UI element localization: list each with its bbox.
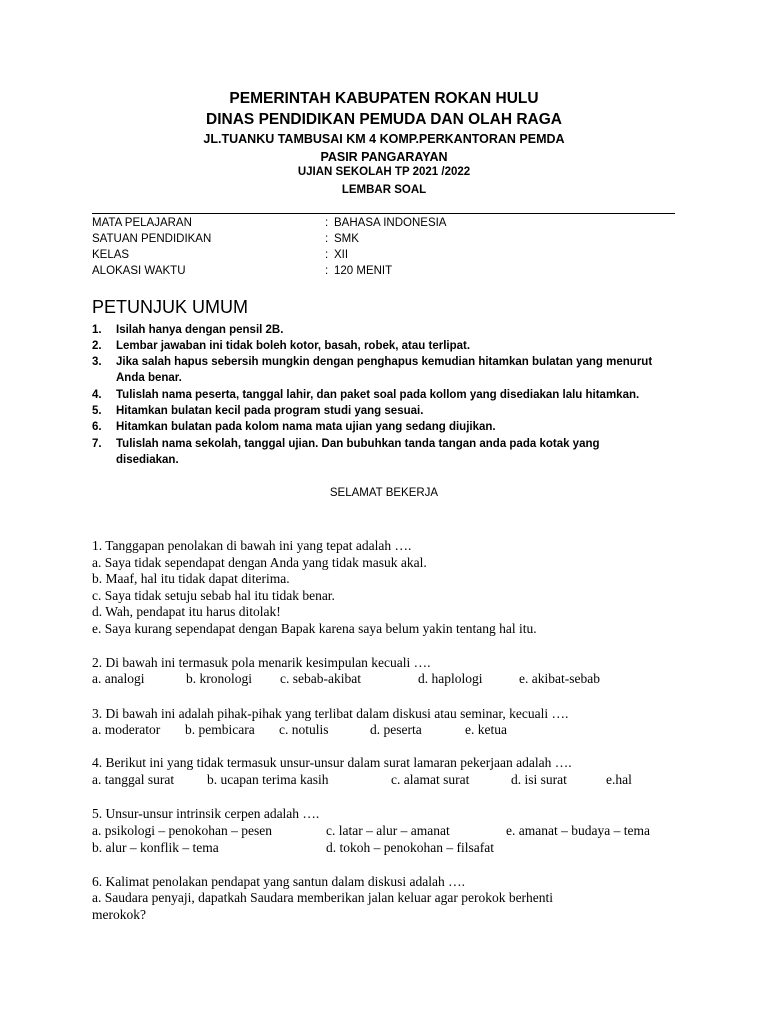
question-6-option-a: a. Saudara penyaji, dapatkah Saudara memberikan jalan keluar agar perokok berhenti (92, 890, 554, 905)
info-label: MATA PELAJARAN (92, 217, 192, 229)
question-3-option-c: c. notulis (279, 722, 329, 737)
instruction-text: Tulislah nama sekolah, tanggal ujian. Dan bubuhkan tanda tangan anda pada kotak yang disediakan. (116, 438, 600, 466)
question-5-stem: 5. Unsur-unsur intrinsik cerpen adalah …. (92, 806, 320, 821)
instruction-number: 1. (92, 324, 102, 336)
question-3-option-e: e. ketua (465, 722, 507, 737)
closing-greeting: SELAMAT BEKERJA (329, 487, 439, 499)
instruction-text: Tulislah nama peserta, tanggal lahir, dan paket soal pada kollom yang disediakan lalu hitamkan. (116, 389, 640, 401)
instruction-text: Isilah hanya dengan pensil 2B. (116, 324, 284, 336)
question-1-option-a: a. Saya tidak sependapat dengan Anda yang tidak masuk akal. (92, 555, 427, 570)
header-government: PEMERINTAH KABUPATEN ROKAN HULU (229, 90, 539, 107)
info-value: XII (334, 249, 349, 261)
question-4-option-d: d. isi surat (511, 772, 567, 787)
instruction-item (92, 354, 677, 386)
instructions-title: PETUNJUK UMUM (92, 297, 248, 317)
info-separator: : (325, 265, 329, 277)
question-5-option-d: d. tokoh – penokohan – filsafat (326, 840, 494, 855)
question-2-stem: 2. Di bawah ini termasuk pola menarik kesimpulan kecuali …. (92, 655, 431, 670)
question-6-stem: 6. Kalimat penolakan pendapat yang santun dalam diskusi adalah …. (92, 874, 466, 889)
header-divider (92, 213, 675, 214)
question-3-option-b: b. pembicara (185, 722, 255, 737)
header-city: PASIR PANGARAYAN (320, 150, 448, 164)
instruction-text: Hitamkan bulatan kecil pada program studi yang sesuai. (116, 405, 424, 417)
instruction-number: 2. (92, 340, 102, 352)
header-exam: UJIAN SEKOLAH TP 2021 /2022 (297, 166, 471, 178)
question-3-stem: 3. Di bawah ini adalah pihak-pihak yang terlibat dalam diskusi atau seminar, kecuali …. (92, 706, 569, 721)
header-address: JL.TUANKU TAMBUSAI KM 4 KOMP.PERKANTORAN PEMDA (203, 132, 565, 146)
instruction-item (92, 419, 677, 435)
instruction-item (92, 403, 677, 419)
question-5-option-b: b. alur – konflik – tema (92, 840, 219, 855)
question-5-option-e: e. amanat – budaya – tema (506, 823, 650, 838)
instruction-item (92, 436, 677, 468)
question-2-option-c: c. sebab-akibat (280, 671, 361, 686)
instruction-number: 7. (92, 438, 102, 450)
header-department: DINAS PENDIDIKAN PEMUDA DAN OLAH RAGA (206, 111, 562, 128)
question-2-option-a: a. analogi (92, 671, 145, 686)
instruction-number: 6. (92, 421, 102, 433)
info-value: BAHASA INDONESIA (334, 217, 447, 229)
question-1-option-c: c. Saya tidak setuju sebab hal itu tidak benar. (92, 588, 335, 603)
question-2-option-d: d. haplologi (418, 671, 483, 686)
question-4-option-b: b. ucapan terima kasih (207, 772, 329, 787)
question-4-option-e: e.hal (606, 772, 632, 787)
question-1-option-e: e. Saya kurang sependapat dengan Bapak karena saya belum yakin tentang hal itu. (92, 621, 537, 636)
instruction-item (92, 387, 677, 403)
question-3-option-a: a. moderator (92, 722, 161, 737)
info-label: SATUAN PENDIDIKAN (92, 233, 212, 245)
instruction-item (92, 338, 677, 354)
question-1-option-d: d. Wah, pendapat itu harus ditolak! (92, 604, 281, 619)
question-5-option-c: c. latar – alur – amanat (326, 823, 450, 838)
instruction-number: 4. (92, 389, 102, 401)
question-1-option-b: b. Maaf, hal itu tidak dapat diterima. (92, 571, 290, 586)
question-5-option-a: a. psikologi – penokohan – pesen (92, 823, 272, 838)
question-2-option-b: b. kronologi (186, 671, 252, 686)
instruction-text: Hitamkan bulatan pada kolom nama mata ujian yang sedang diujikan. (116, 421, 496, 433)
info-separator: : (325, 233, 329, 245)
info-value: 120 MENIT (334, 265, 393, 277)
instruction-text: Lembar jawaban ini tidak boleh kotor, basah, robek, atau terlipat. (116, 340, 471, 352)
question-6-option-a-continued: merokok? (92, 907, 146, 922)
instruction-number: 5. (92, 405, 102, 417)
question-4-option-a: a. tanggal surat (92, 772, 175, 787)
instruction-item (92, 322, 677, 338)
instruction-text: Jika salah hapus sebersih mungkin dengan penghapus kemudian hitamkan bulatan yang menurut Anda benar. (116, 356, 653, 384)
question-3-option-d: d. peserta (370, 722, 422, 737)
info-label: ALOKASI WAKTU (92, 265, 186, 277)
info-separator: : (325, 249, 329, 261)
header-sheet-title: LEMBAR SOAL (341, 184, 427, 196)
question-1-stem: 1. Tanggapan penolakan di bawah ini yang tepat adalah …. (92, 538, 412, 553)
question-4-option-c: c. alamat surat (391, 772, 470, 787)
question-4-stem: 4. Berikut ini yang tidak termasuk unsur-unsur dalam surat lamaran pekerjaan adalah …. (92, 755, 572, 770)
info-separator: : (325, 217, 329, 229)
info-value: SMK (334, 233, 359, 245)
instruction-number: 3. (92, 356, 102, 368)
question-2-option-e: e. akibat-sebab (519, 671, 600, 686)
info-label: KELAS (92, 249, 130, 261)
